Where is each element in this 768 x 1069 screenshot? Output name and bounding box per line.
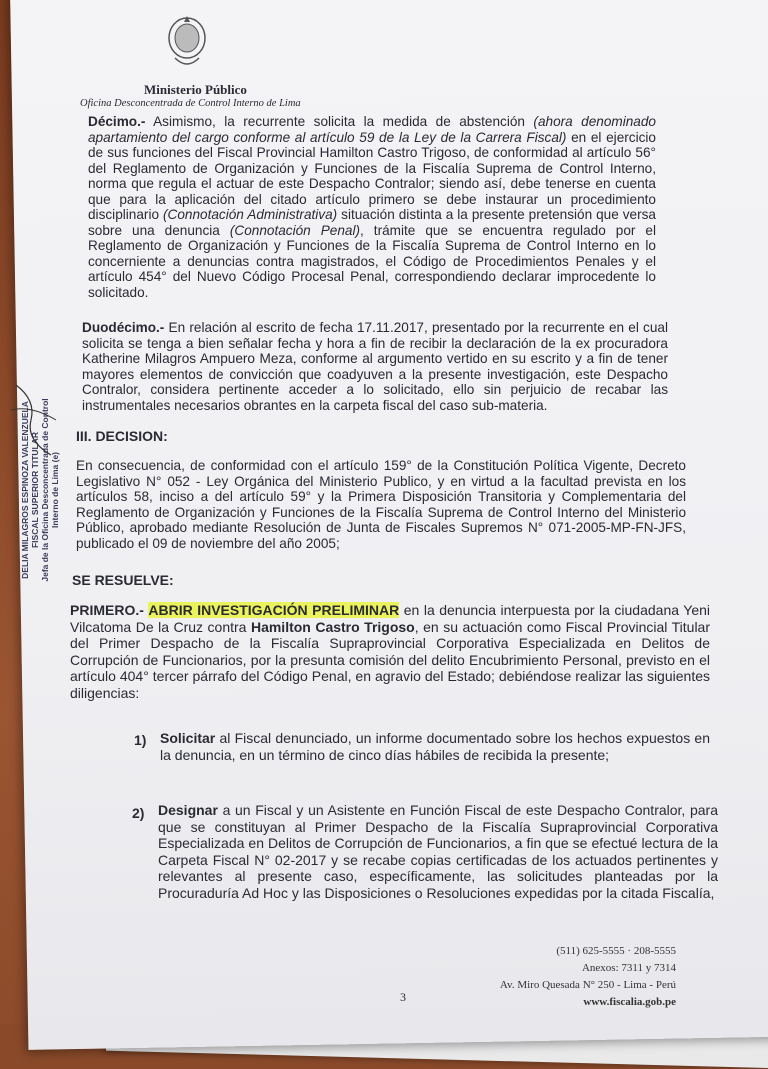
duodecimo-label: Duodécimo.- xyxy=(82,320,165,335)
signature-icon xyxy=(6,380,66,460)
decimo-text-2: (ahora denominado apartamiento del cargo conforme al artículo 59 de la Ley de la Carrera Fiscal) xyxy=(88,114,656,145)
institution-name: Ministerio Público xyxy=(144,82,247,97)
footer-website: www.fiscalia.gob.pe xyxy=(583,996,676,1008)
list-item xyxy=(158,802,718,901)
paragraph-decimo xyxy=(88,114,656,300)
footer-phone: (511) 625-5555 · 208-5555 xyxy=(556,945,676,957)
decision-paragraph: En consecuencia, de conformidad con el artículo 159° de la Constitución Política Vigente, Decreto Legislativo N° 052 - Ley Orgánica del Ministerio Publico, y en virtud a la facultad prevista en los artículos 58, inciso a del artículo 59° y la Primera Disposición Transitoria y Complementaria del Reglamento de Organización y Funciones de la Fiscalía Suprema de Control Interno del Ministerio Público, aprobado mediante Resolución de Junta de Fiscales Supremos N° 071-2005-MP-FN-JFS, publicado el 09 de noviembre del año 2005; xyxy=(76,458,686,551)
item-text: al Fiscal denunciado, un informe documentado sobre los hechos expuestos en la denuncia, en un término de cinco días hábiles de recibida la presente; xyxy=(160,730,710,763)
decimo-text-1: Asimismo, la recurrente solicita la medida de abstención xyxy=(145,114,534,129)
duodecimo-text: En relación al escrito de fecha 17.11.2017, presentado por la recurrente en el cual solicita se tenga a bien señalar fecha y hora a fin de recibir la declaración de la ex procuradora Katherine Milagros Ampuero Meza, conforme al argumento vertido en su escrito y a fin de tener mayores elementos de convicción que coadyuven a la presente investigación, este Despacho Contralor, considera pertinente acceder a lo solicitado, ello sin perjuicio de recabar las instrumentales necesarios obrantes en la carpeta fiscal del caso sub-materia. xyxy=(82,320,668,413)
highlighted-resolution: ABRIR INVESTIGACIÓN PRELIMINAR xyxy=(148,602,400,618)
footer-address: Av. Miro Quesada N° 250 - Lima - Perú xyxy=(499,979,676,991)
decimo-label: Décimo.- xyxy=(88,114,146,129)
paragraph-duodecimo xyxy=(82,320,668,413)
primero-text-2: , en su actuación como Fiscal Provincial Titular del Primer Despacho de la Fiscalía Supraprovincial Corporativa Especializada en Delitos de Corrupción de Funcionarios, por la presunta comisión del delito Encubrimiento Personal, previsto en el artículo 404° tercer párrafo del Código Penal, en agravio del Estado; debiéndose realizar las siguientes diligencias: xyxy=(70,618,710,701)
paragraph-primero xyxy=(70,602,710,701)
accused-name: Hamilton Castro Trigoso xyxy=(250,618,415,635)
item-number-2: 2) xyxy=(132,805,145,821)
decision-heading: III. DECISION: xyxy=(76,428,168,444)
stamp-office: Jefa de la Oficina Desconcentrada de Control xyxy=(40,398,50,582)
item-verb: Solicitar xyxy=(160,730,216,746)
item-number-1: 1) xyxy=(134,732,147,748)
page-number: 3 xyxy=(400,990,406,1004)
footer-anexos: Anexos: 7311 y 7314 xyxy=(581,962,676,974)
stamp-name: DELIA MILAGROS ESPINOZA VALENZUELA xyxy=(20,401,30,579)
national-seal-icon xyxy=(164,14,210,72)
resuelve-heading: SE RESUELVE: xyxy=(72,572,174,588)
decimo-text-4: (Connotación Administrativa) xyxy=(162,207,338,222)
item-verb: Designar xyxy=(158,802,218,818)
primero-label: PRIMERO.- xyxy=(70,602,144,618)
decimo-text-5: situación distinta a la presente pretensión que versa sobre una denuncia xyxy=(88,207,656,238)
list-item xyxy=(160,730,710,763)
decimo-text-3: en el ejercicio de sus funciones del Fiscal Provincial Hamilton Castro Trigoso, de conformidad al artículo 56° del Reglamento de Organización y Funciones de la Fiscalía Suprema de Control Interno, norma que regula el actuar de este Despacho Contralor; siendo así, debe tenerse en cuenta que para la aplicación del citado artículo primero se debe instaurar un procedimiento disciplinario xyxy=(88,129,656,222)
office-name: Oficina Desconcentrada de Control Interno de Lima xyxy=(80,98,301,109)
stamp-office-2: Interno de Lima (e) xyxy=(50,451,60,529)
decimo-text-6: (Connotación Penal) xyxy=(229,222,361,238)
stamp-title: FISCAL SUPERIOR TITULAR xyxy=(30,432,40,549)
primero-text-1: en la denuncia interpuesta por la ciudadana Yeni Vilcatoma De la Cruz contra xyxy=(70,602,710,635)
item-text: a un Fiscal y un Asistente en Función Fiscal de este Despacho Contralor, para que se constituyan al Primer Despacho de la Fiscalía Supraprovincial Corporativa Especializada en Delitos de Corrupción de Funcionarios, a fin que se efectué lectura de la Carpeta Fiscal N° 02-2017 y se recabe copias certificadas de los actuados pertinentes y relevantes al presente caso, específicamente, las solicitudes planteadas por la Procuraduría Ad Hoc y las Disposiciones o Resoluciones expedidas por la citada Fiscalía, xyxy=(158,802,718,901)
decimo-text-7: , trámite que se encuentra regulado por el Reglamento de Organización y Funciones de la Fiscalía Suprema de Control Interno en lo concerniente a denuncias contra magistrados, el Código de Procedimientos Penales y el artículo 454° del Nuevo Código Procesal Penal, correspondiendo declarar improcedente lo solicitado. xyxy=(88,222,656,300)
